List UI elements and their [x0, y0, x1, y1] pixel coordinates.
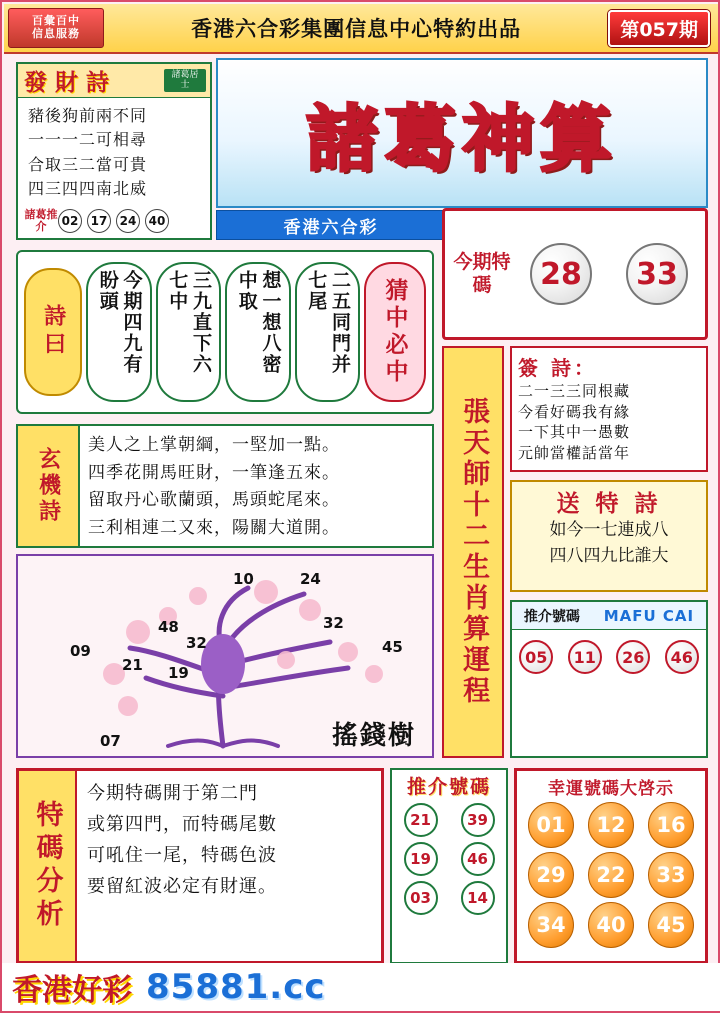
lucky-numbers-grid — [517, 799, 705, 955]
special-ball: 28 — [530, 243, 592, 305]
analysis-line: 今期特碼開于第二門 — [87, 783, 258, 804]
riddle-column: 今期四九有盼頭 — [86, 262, 152, 402]
fortune-poem-picks — [18, 206, 210, 236]
lucky-ball: 29 — [528, 852, 574, 898]
tree-number: 21 — [122, 656, 143, 674]
tree-number: 45 — [382, 638, 403, 656]
rec2-ball: 14 — [461, 881, 495, 915]
tree-number: 32 — [323, 614, 344, 632]
lucky-row — [521, 802, 701, 848]
gift-poem-line: 如今一七連成八 — [549, 520, 669, 540]
sign-poem-line: 二一三三同根藏 — [518, 382, 631, 400]
page-header — [4, 4, 718, 54]
recommended-ball: 05 — [519, 640, 553, 674]
footer-brand: 香港好彩 — [12, 973, 132, 1008]
picks-label: 諸葛推介 — [24, 208, 58, 233]
money-tree-label: 搖錢樹 — [331, 720, 416, 751]
special-code-label: 今期特碼 — [453, 251, 511, 296]
brand-title: 諸葛神算 — [305, 96, 618, 181]
analysis-cap: 特碼分析 — [19, 771, 77, 961]
fortune-poem-header — [18, 64, 210, 98]
analysis-line: 可吼住一尾，特碼色波 — [87, 844, 277, 866]
rec2-ball: 21 — [404, 803, 438, 837]
ball-row — [392, 803, 506, 837]
poem-line: 合取三二當可貴 — [28, 154, 148, 174]
riddle-column: 想一想八密中取 — [225, 262, 291, 402]
recommended-ball: 46 — [665, 640, 699, 674]
lucky-ball: 12 — [588, 802, 634, 848]
analysis-text — [77, 771, 381, 961]
fortune-poem-author-tag: 諸葛居士 — [164, 69, 206, 93]
sign-poem-box — [510, 346, 708, 472]
recommended-numbers-header — [512, 602, 706, 630]
riddle-column: 三九直下六七中 — [156, 262, 222, 402]
rec2-ball: 03 — [404, 881, 438, 915]
rec2-ball: 39 — [461, 803, 495, 837]
footer-domain: 85881.cc — [146, 967, 326, 1007]
mystic-line: 美人之上掌朝綱，一堅加一點。 — [88, 435, 340, 455]
recommended-brand: MAFU CAI — [603, 606, 695, 625]
tree-number: 10 — [233, 570, 254, 588]
mystic-line: 四季花開馬旺財，一筆逢五來。 — [88, 462, 340, 483]
sign-poem-title: 簽 詩： — [518, 356, 597, 380]
riddle-row — [16, 250, 434, 414]
fortune-poem-title: 發 財 詩 — [24, 70, 110, 96]
recommended-ball: 11 — [568, 640, 602, 674]
brand-banner — [216, 58, 708, 208]
riddle-cap: 詩曰 — [24, 268, 82, 396]
analysis-line: 要留紅波必定有財運。 — [87, 875, 277, 897]
poem-line: 豬後狗前兩不同 — [28, 106, 148, 125]
ball-row — [392, 842, 506, 876]
mystic-poem-lines — [80, 426, 432, 546]
tree-number: 32 — [186, 634, 207, 652]
mystic-line: 留取丹心歌蘭頭，馬頭蛇尾來。 — [88, 490, 340, 511]
rec2-ball: 46 — [461, 842, 495, 876]
fortune-poem-lines — [18, 98, 210, 201]
poem-line: 一一一二可相尋 — [28, 130, 148, 150]
lucky-ball: 34 — [528, 902, 574, 948]
logo-line-2: 信息服務 — [32, 27, 80, 40]
pick-ball: 02 — [58, 209, 82, 233]
recommended-balls — [512, 630, 706, 674]
fortune-poem-panel — [16, 62, 212, 240]
money-tree-illustration — [16, 554, 434, 758]
recommended-numbers-box-2 — [390, 768, 508, 964]
mystic-poem-box — [16, 424, 434, 548]
recommended-numbers-box — [510, 600, 708, 758]
tree-number: 07 — [100, 732, 121, 750]
lucky-numbers-title: 幸運號碼大啓示 — [548, 779, 674, 799]
riddle-column: 二五同門并七尾 — [295, 262, 361, 402]
recommended-ball: 26 — [616, 640, 650, 674]
ball-row — [392, 881, 506, 915]
special-ball: 33 — [626, 243, 688, 305]
recommended-numbers-2-grid — [392, 799, 506, 924]
lucky-ball: 01 — [528, 802, 574, 848]
special-code-analysis-box — [16, 768, 384, 964]
page-footer — [2, 963, 720, 1011]
lucky-row — [521, 902, 701, 948]
tree-number: 09 — [70, 642, 91, 660]
lucky-ball: 33 — [648, 852, 694, 898]
tree-number: 24 — [300, 570, 321, 588]
logo-line-1: 百彙百中 — [32, 14, 80, 28]
gift-poem-line: 四八四九比誰大 — [549, 545, 669, 566]
issue-badge: 第057期 — [608, 10, 710, 47]
pick-ball: 24 — [116, 209, 140, 233]
recommended-numbers-2-title: 推介號碼 — [406, 776, 491, 798]
lucky-ball: 40 — [588, 902, 634, 948]
lucky-ball: 22 — [588, 852, 634, 898]
sign-poem-line: 今看好碼我有緣 — [518, 402, 631, 421]
gift-poem-box — [510, 480, 708, 592]
special-code-balls — [513, 243, 705, 305]
pick-ball: 40 — [145, 209, 169, 233]
brand-subtitle: 香港六合彩 — [216, 210, 446, 240]
tree-number: 48 — [158, 618, 179, 636]
recommended-label: 推介號碼 — [523, 608, 580, 625]
analysis-line: 或第四門，而特碼尾數 — [87, 813, 277, 835]
sign-poem-line: 一下其中一愚數 — [518, 423, 631, 442]
poem-line: 四三四四南北威 — [28, 178, 148, 198]
special-code-box — [442, 208, 708, 340]
riddle-end-label: 猜中必中 — [364, 262, 426, 402]
sign-poem-line: 元帥當權話當年 — [518, 444, 631, 463]
gift-poem-title: 送 特 詩 — [556, 491, 662, 517]
lucky-row — [521, 852, 701, 898]
lucky-ball: 45 — [648, 902, 694, 948]
zodiac-vertical-title: 張天師十二生肖算運程 — [442, 346, 504, 758]
mystic-line: 三利相連二又來，陽關大道開。 — [88, 517, 340, 538]
page-title: 香港六合彩集團信息中心特約出品 — [191, 17, 522, 41]
lucky-numbers-box — [514, 768, 708, 964]
tree-number: 19 — [168, 664, 189, 682]
mystic-poem-cap: 玄機詩 — [18, 426, 80, 546]
rec2-ball: 19 — [404, 842, 438, 876]
lucky-ball: 16 — [648, 802, 694, 848]
pick-ball: 17 — [87, 209, 111, 233]
brand-logo — [8, 8, 104, 48]
